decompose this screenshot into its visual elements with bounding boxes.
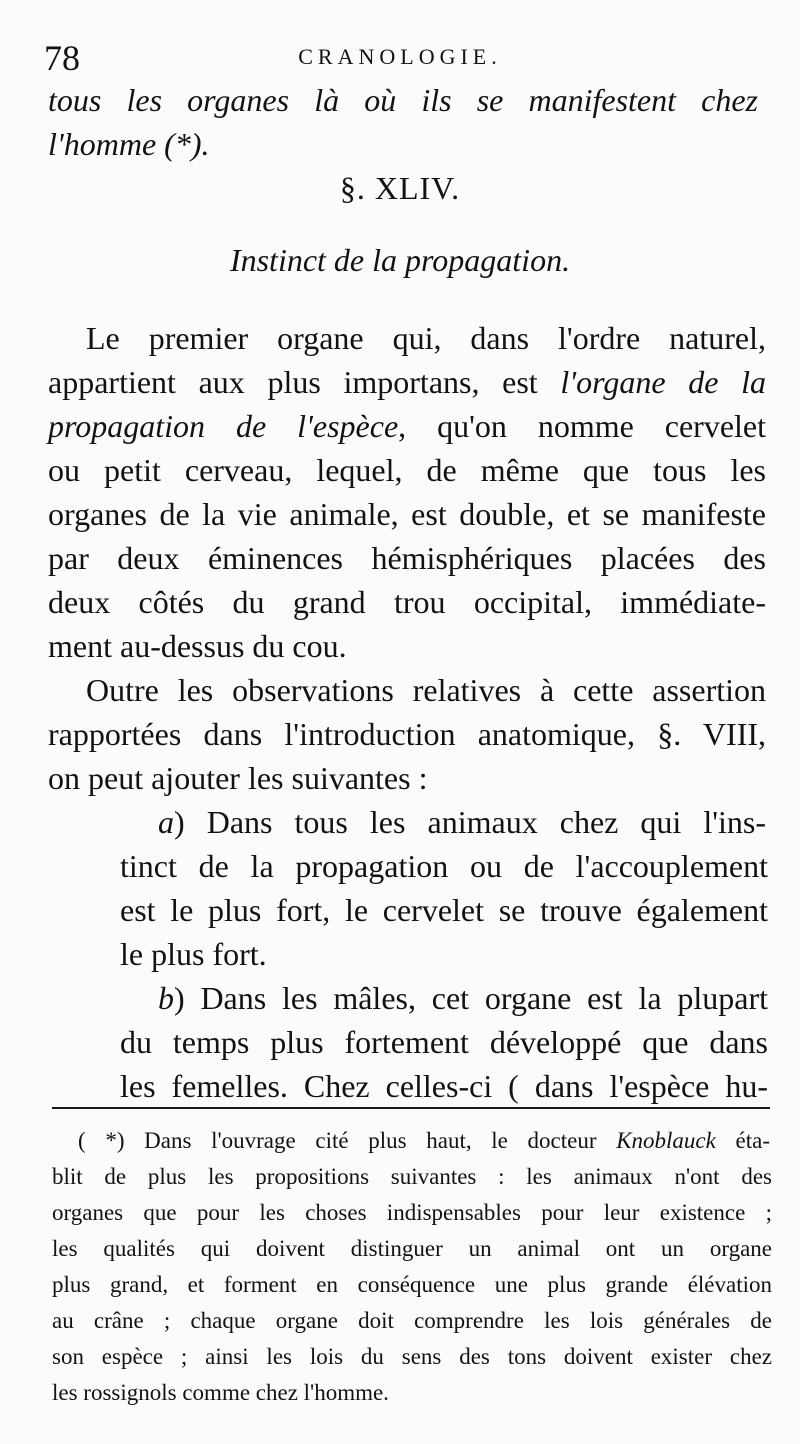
footnote-line-4: les qualités qui doivent distinguer un animal ont un organe <box>52 1236 772 1261</box>
para1-line-2-italic: l'organe de la <box>560 364 767 400</box>
footnote-rule <box>52 1107 770 1109</box>
footnote-line-1-end: éta- <box>715 1128 770 1153</box>
para1-line-8: ment au-dessus du cou. <box>48 628 347 664</box>
item-b-line-1 <box>158 978 768 1018</box>
section-title: §. XLIV. <box>339 170 461 206</box>
para2-line-2: rapportées dans l'introduction anatomique, §. VIII, <box>48 716 766 752</box>
page-number: 78 <box>44 38 80 78</box>
para1-line-3-text: , qu'on nomme cervelet <box>398 408 767 444</box>
para1-line-2 <box>48 362 766 402</box>
footnote-line-7: son espèce ; ainsi les lois du sens des tons doivent exister chez <box>52 1344 772 1369</box>
para1-line-7: deux côtés du grand trou occipital, immédiate- <box>48 584 766 620</box>
item-b-line-3: les femelles. Chez celles-ci ( dans l'espèce hu- <box>120 1068 768 1104</box>
para1-line-2-text: appartient aux plus importans, est <box>48 364 561 400</box>
footnote-author: Knoblauck <box>616 1128 716 1153</box>
footnote-line-6: au crâne ; chaque organe doit comprendre les lois générales de <box>52 1308 772 1333</box>
para2-line-3: on peut ajouter les suivantes : <box>48 760 428 796</box>
item-a-marker: a <box>158 804 174 840</box>
footnote-line-8: les rossignols comme chez l'homme. <box>52 1380 389 1405</box>
section-subtitle: Instinct de la propagation. <box>229 242 571 278</box>
opening-line-1: tous les organes là où ils se manifestent chez <box>48 82 758 118</box>
item-a-line-3: est le plus fort, le cervelet se trouve également <box>120 892 768 928</box>
para1-line-3 <box>48 406 766 446</box>
para1-line-1: Le premier organe qui, dans l'ordre naturel, <box>86 320 766 356</box>
item-a-line-1 <box>158 802 766 842</box>
para2-line-1: Outre les observations relatives à cette assertion <box>86 672 766 708</box>
opening-line-2: l'homme (*). <box>48 126 210 162</box>
item-b-marker: b <box>158 980 174 1016</box>
footnote-line-2: blit de plus les propositions suivantes : les animaux n'ont des <box>52 1164 772 1189</box>
running-title: CRANOLOGIE. <box>298 44 502 69</box>
para1-line-4: ou petit cerveau, lequel, de même que tous les <box>48 452 766 488</box>
item-a-line-2: tinct de la propagation ou de l'accouplement <box>120 848 768 884</box>
para1-line-3-italic: propagation de l'espèce <box>48 408 399 444</box>
para1-line-6: par deux éminences hémisphériques placées des <box>48 540 766 576</box>
item-b-line-1-text: ) Dans les mâles, cet organe est la plupart <box>174 980 768 1016</box>
para1-line-5: organes de la vie animale, est double, et se manifeste <box>48 496 766 532</box>
footnote-line-3: organes que pour les choses indispensables pour leur existence ; <box>52 1200 772 1225</box>
item-a-line-1-text: ) Dans tous les animaux chez qui l'ins- <box>174 804 766 840</box>
footnote-line-1-text: ( *) Dans l'ouvrage cité plus haut, le docteur <box>78 1128 617 1153</box>
footnote-line-5: plus grand, et forment en conséquence une plus grande élévation <box>52 1272 772 1297</box>
item-b-line-2: du temps plus fortement développé que dans <box>120 1024 768 1060</box>
footnote-line-1 <box>78 1126 770 1156</box>
item-a-line-4: le plus fort. <box>120 936 267 972</box>
